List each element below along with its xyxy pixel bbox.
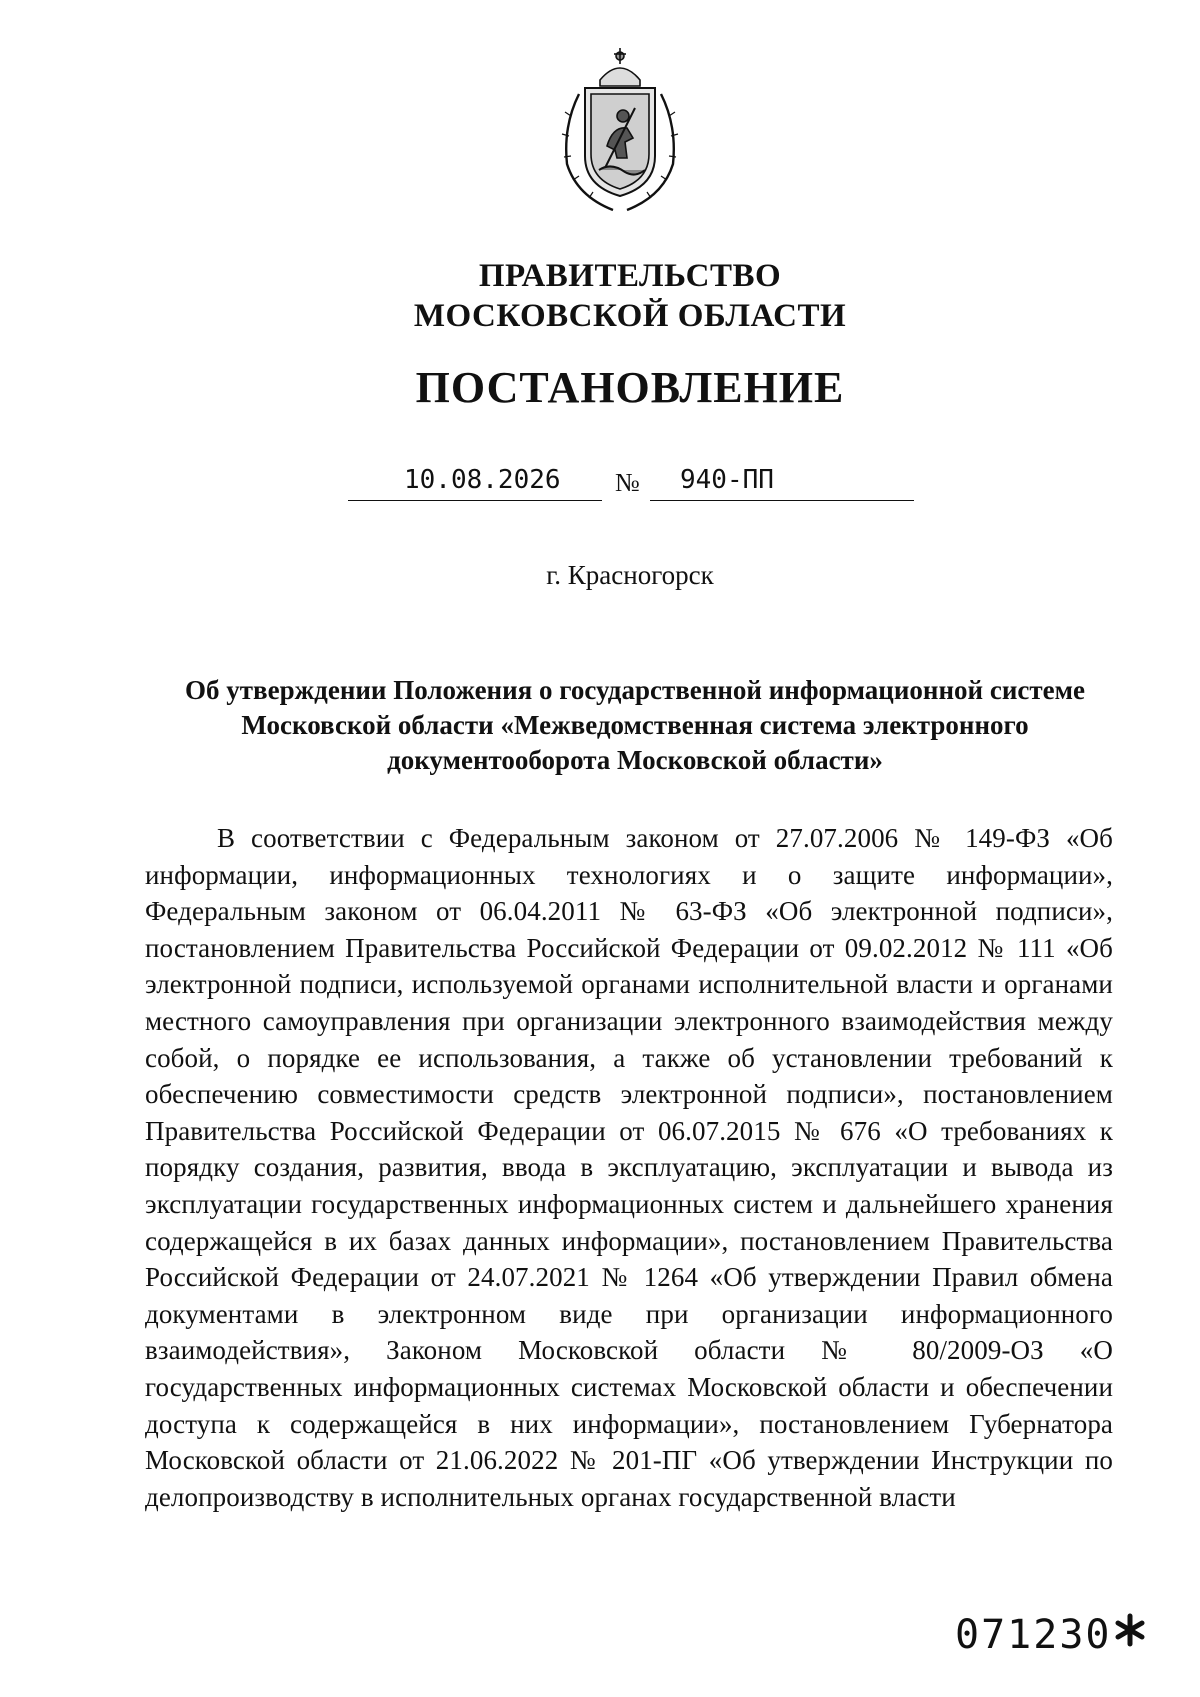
document-date: 10.08.2026 <box>404 465 561 495</box>
organization-name-line2: МОСКОВСКОЙ ОБЛАСТИ <box>413 298 847 334</box>
document-type-heading: ПОСТАНОВЛЕНИЕ <box>415 363 845 412</box>
moscow-oblast-coat-of-arms-icon <box>555 46 685 216</box>
asterisk-icon <box>1110 1610 1150 1650</box>
registration-number: 071230 <box>955 1612 1112 1658</box>
organization-name-line1: ПРАВИТЕЛЬСТВО <box>478 258 782 294</box>
document-title: Об утверждении Положения о государственной информационной системе Московской области «Межведомственная система электронного документооборота Московской области» <box>185 675 1085 775</box>
city-of-issue: г. Красногорск <box>546 560 714 590</box>
number-field <box>650 460 914 501</box>
document-body-paragraph: В соответствии с Федеральным законом от 27.07.2006 № 149-ФЗ «Об информации, информационных технологиях и о защите информации», Федеральным законом от 06.04.2011 № 63-ФЗ «Об электронной подписи», постановлением Правительства Российской Федерации от 09.02.2012 № 111 «Об электронной подписи, используемой органами исполнительной власти и органами местного самоуправления при организации электронного взаимодействия между собой, о порядке ее использования, а также об установлении требований к обеспечению совместимости средств электронной подписи», постановлением Правительства Российской Федерации от 06.07.2015 № 676 «О требованиях к порядку создания, развития, ввода в эксплуатацию, эксплуатации и вывода из эксплуатации государственных информационных систем и дальнейшего хранения содержащейся в их базах данных информации», постановлением Правительства Российской Федерации от 24.07.2021 № 1264 «Об утверждении Правил обмена документами в электронном виде при организации информационного взаимодействия», Законом Московской области № 80/2009-ОЗ «О государственных информационных системах Московской области и обеспечении доступа к содержащейся в них информации», постановлением Губернатора Московской области от 21.06.2022 № 201-ПГ «Об утверждении Инструкции по делопроизводству в исполнительных органах государственной власти <box>145 823 1113 1512</box>
document-number: 940-ПП <box>680 465 774 495</box>
date-field <box>348 460 602 501</box>
number-sign: № <box>615 468 640 497</box>
document-requisites <box>0 460 1200 510</box>
